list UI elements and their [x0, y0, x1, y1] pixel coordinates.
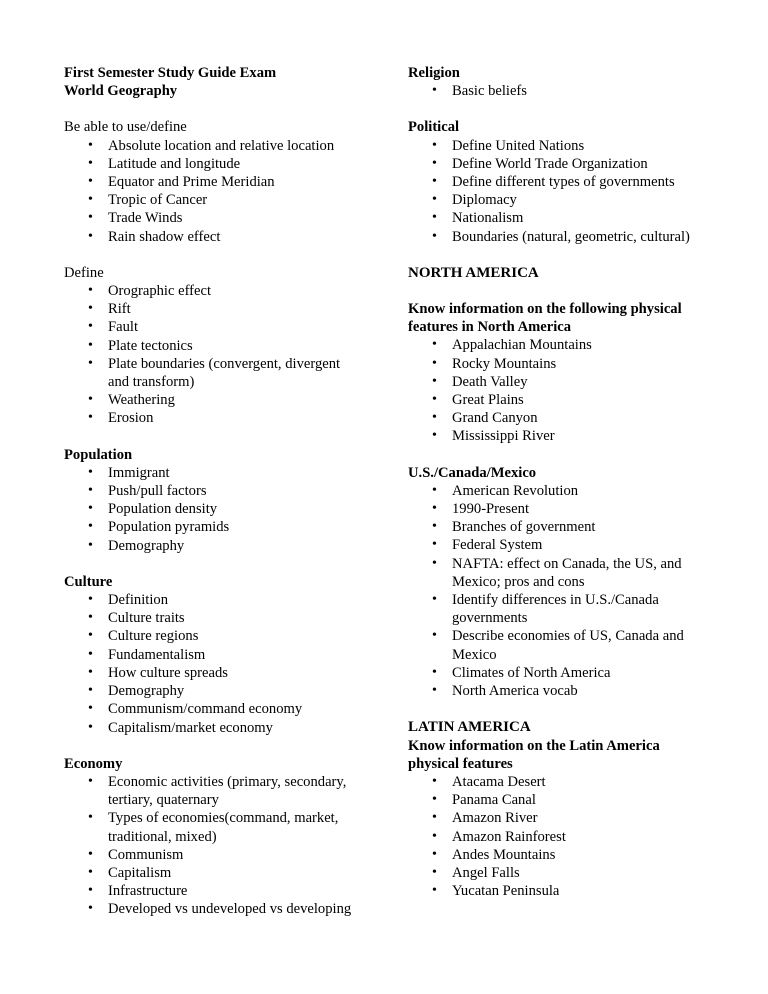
culture-item: • Culture regions — [108, 627, 364, 645]
north-america-physical-item: • Grand Canyon — [452, 409, 708, 427]
section-latin-america — [408, 718, 708, 900]
economy-list — [64, 773, 364, 919]
define-item: • Weathering — [108, 391, 364, 409]
us-canada-mexico-item: • Climates of North America — [452, 664, 708, 682]
define-item: • Fault — [108, 318, 364, 336]
culture-item: • Definition — [108, 591, 364, 609]
section-use-define — [64, 118, 364, 245]
section-economy — [64, 755, 364, 919]
culture-item: • Fundamentalism — [108, 646, 364, 664]
latin-america-physical-item: • Yucatan Peninsula — [452, 882, 708, 900]
section-religion — [408, 64, 708, 100]
us-canada-mexico-item: • American Revolution — [452, 482, 708, 500]
political-item: • Define different types of governments — [452, 173, 708, 191]
latin-america-physical-item: • Atacama Desert — [452, 773, 708, 791]
religion-item: • Basic beliefs — [452, 82, 708, 100]
define-item: • Plate tectonics — [108, 337, 364, 355]
north-america-physical-list — [408, 336, 708, 445]
section-us-canada-mexico — [408, 464, 708, 701]
section-heading-political: Political — [408, 119, 460, 136]
economy-item: • Types of economies(command, market, traditional, mixed) — [108, 809, 364, 845]
define-item: • Orographic effect — [108, 282, 364, 300]
north-america-physical-item: • Appalachian Mountains — [452, 336, 708, 354]
section-north-america — [408, 264, 708, 446]
economy-item: • Infrastructure — [108, 882, 364, 900]
population-list — [64, 464, 364, 555]
latin-america-physical-item: • Andes Mountains — [452, 846, 708, 864]
us-canada-mexico-list — [408, 482, 708, 700]
section-heading-define: Define — [64, 264, 104, 281]
document-header — [64, 64, 364, 100]
religion-list — [408, 82, 708, 100]
right-column — [408, 64, 708, 918]
left-sections — [64, 118, 364, 918]
population-item: • Immigrant — [108, 464, 364, 482]
section-heading-religion: Religion — [408, 65, 460, 81]
latin-america-physical-list — [408, 773, 708, 900]
culture-item: • Demography — [108, 682, 364, 700]
use-define-item: • Latitude and longitude — [108, 155, 364, 173]
latin-america-physical-item: • Amazon River — [452, 809, 708, 827]
culture-item: • Capitalism/market economy — [108, 719, 364, 737]
economy-item: • Capitalism — [108, 864, 364, 882]
north-america-physical-item: • Rocky Mountains — [452, 355, 708, 373]
use-define-item: • Equator and Prime Meridian — [108, 173, 364, 191]
section-culture — [64, 573, 364, 737]
economy-item: • Communism — [108, 846, 364, 864]
use-define-list — [64, 137, 364, 246]
section-heading-culture: Culture — [64, 573, 113, 590]
north-america-physical-item: • Mississippi River — [452, 427, 708, 445]
left-column — [64, 64, 364, 937]
use-define-item: • Rain shadow effect — [108, 228, 364, 246]
us-canada-mexico-heading: U.S./Canada/Mexico — [408, 464, 537, 481]
latin-america-physical-heading: Know information on the Latin America physical features — [408, 737, 660, 772]
culture-item: • How culture spreads — [108, 664, 364, 682]
north-america-title: NORTH AMERICA — [408, 264, 539, 281]
section-political — [408, 118, 708, 245]
population-item: • Population pyramids — [108, 518, 364, 536]
us-canada-mexico-item: • North America vocab — [452, 682, 708, 700]
us-canada-mexico-item: • Branches of government — [452, 518, 708, 536]
political-item: • Nationalism — [452, 209, 708, 227]
us-canada-mexico-item: • 1990-Present — [452, 500, 708, 518]
latin-america-physical-item: • Amazon Rainforest — [452, 828, 708, 846]
us-canada-mexico-item: • NAFTA: effect on Canada, the US, and Mexico; pros and cons — [452, 555, 708, 591]
us-canada-mexico-item: • Describe economies of US, Canada and Mexico — [452, 627, 708, 663]
latin-america-title: LATIN AMERICA — [408, 719, 531, 736]
latin-america-physical-item: • Panama Canal — [452, 791, 708, 809]
political-list — [408, 137, 708, 246]
section-define — [64, 264, 364, 428]
culture-item: • Communism/command economy — [108, 700, 364, 718]
population-item: • Population density — [108, 500, 364, 518]
north-america-physical-item: • Death Valley — [452, 373, 708, 391]
economy-item: • Economic activities (primary, secondary, tertiary, quaternary — [108, 773, 364, 809]
define-item: • Erosion — [108, 409, 364, 427]
population-item: • Demography — [108, 537, 364, 555]
section-population — [64, 446, 364, 555]
political-item: • Define World Trade Organization — [452, 155, 708, 173]
use-define-item: • Absolute location and relative location — [108, 137, 364, 155]
us-canada-mexico-item: • Federal System — [452, 536, 708, 554]
section-heading-economy: Economy — [64, 755, 123, 772]
culture-item: • Culture traits — [108, 609, 364, 627]
document-subtitle: World Geography — [64, 83, 178, 100]
us-canada-mexico-item: • Identify differences in U.S./Canada governments — [452, 591, 708, 627]
north-america-physical-heading: Know information on the following physical features in North America — [408, 301, 682, 336]
use-define-item: • Trade Winds — [108, 209, 364, 227]
economy-item: • Developed vs undeveloped vs developing — [108, 900, 364, 918]
define-list — [64, 282, 364, 428]
use-define-item: • Tropic of Cancer — [108, 191, 364, 209]
latin-america-physical-item: • Angel Falls — [452, 864, 708, 882]
document-title: First Semester Study Guide Exam — [64, 65, 277, 81]
political-item: • Boundaries (natural, geometric, cultural) — [452, 228, 708, 246]
section-heading-use-define: Be able to use/define — [64, 119, 187, 136]
north-america-physical-item: • Great Plains — [452, 391, 708, 409]
political-item: • Diplomacy — [452, 191, 708, 209]
political-item: • Define United Nations — [452, 137, 708, 155]
population-item: • Push/pull factors — [108, 482, 364, 500]
define-item: • Plate boundaries (convergent, divergent and transform) — [108, 355, 364, 391]
culture-list — [64, 591, 364, 737]
section-heading-population: Population — [64, 446, 133, 463]
define-item: • Rift — [108, 300, 364, 318]
